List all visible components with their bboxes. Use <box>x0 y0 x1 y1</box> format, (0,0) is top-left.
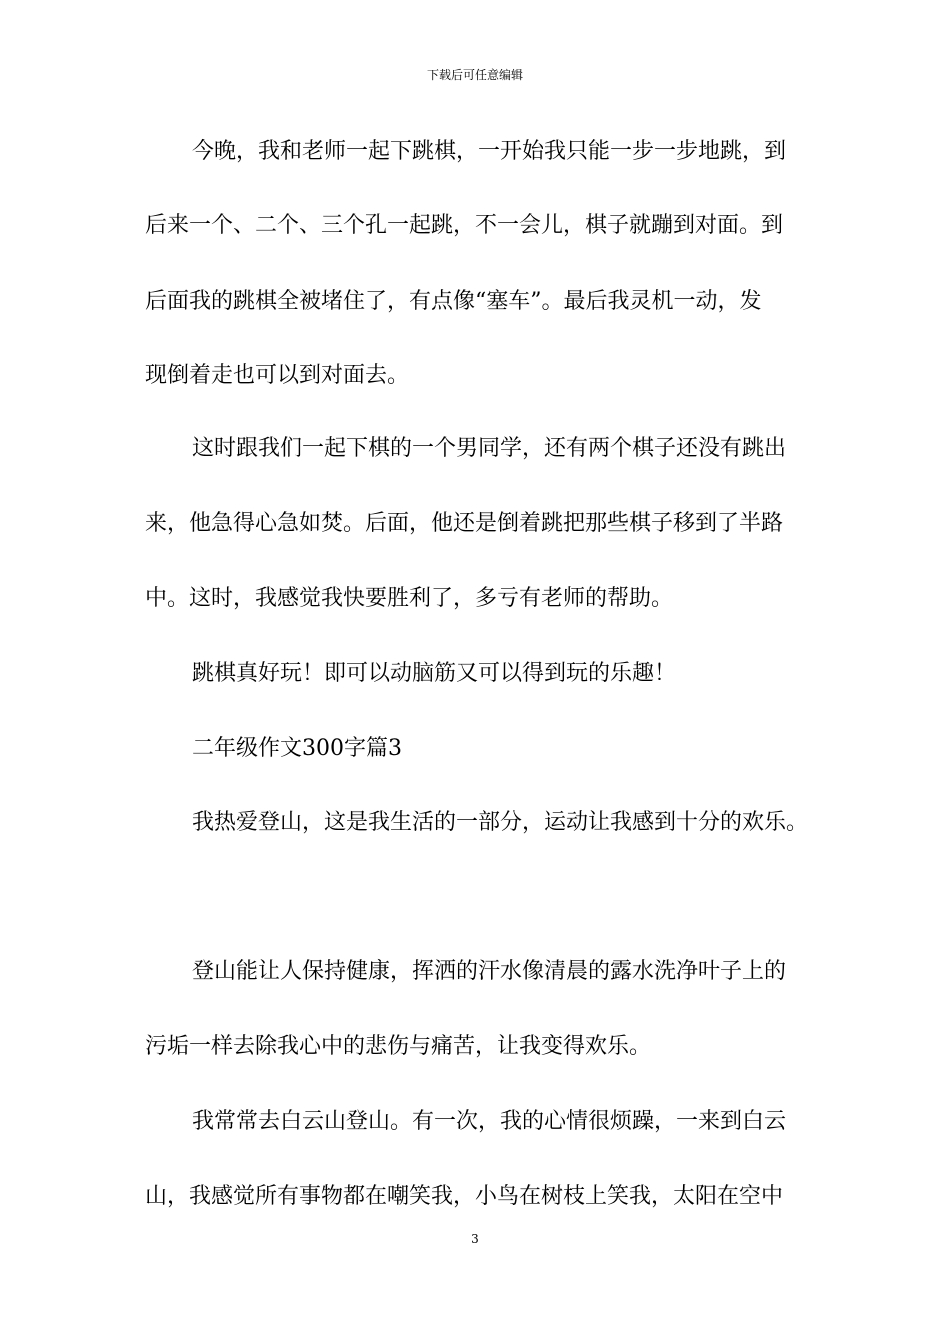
page-header: 下载后可任意编辑 <box>426 68 523 82</box>
body-line: 今晚，我和老师一起下跳棋，一开始我只能一步一步地跳，到 <box>192 139 787 164</box>
body-line: 后面我的跳棋全被堵住了，有点像“塞车”。最后我灵机一动，发 <box>145 289 762 314</box>
body-line: 污垢一样去除我心中的悲伤与痛苦，让我变得欢乐。 <box>145 1034 652 1059</box>
body-line: 跳棋真好玩！即可以动脑筋又可以得到玩的乐趣！ <box>192 661 677 686</box>
section-heading: 二年级作文300字篇3 <box>192 736 402 761</box>
body-line: 现倒着走也可以到对面去。 <box>145 363 410 388</box>
page-number: 3 <box>471 1232 479 1246</box>
body-line: 这时跟我们一起下棋的一个男同学，还有两个棋子还没有跳出 <box>192 436 787 461</box>
body-line: 山，我感觉所有事物都在嘲笑我，小鸟在树枝上笑我，太阳在空中 <box>145 1184 784 1209</box>
body-line: 我热爱登山，这是我生活的一部分，运动让我感到十分的欢乐。 <box>192 810 809 835</box>
body-line: 后来一个、二个、三个孔一起跳，不一会儿，棋子就蹦到对面。到 <box>145 213 784 238</box>
body-line: 我常常去白云山登山。有一次，我的心情很烦躁，一来到白云 <box>192 1109 787 1134</box>
body-line: 中。这时，我感觉我快要胜利了，多亏有老师的帮助。 <box>145 586 674 611</box>
body-line: 登山能让人保持健康，挥洒的汗水像清晨的露水洗净叶子上的 <box>192 959 787 984</box>
body-line: 来，他急得心急如焚。后面，他还是倒着跳把那些棋子移到了半路 <box>145 511 784 536</box>
